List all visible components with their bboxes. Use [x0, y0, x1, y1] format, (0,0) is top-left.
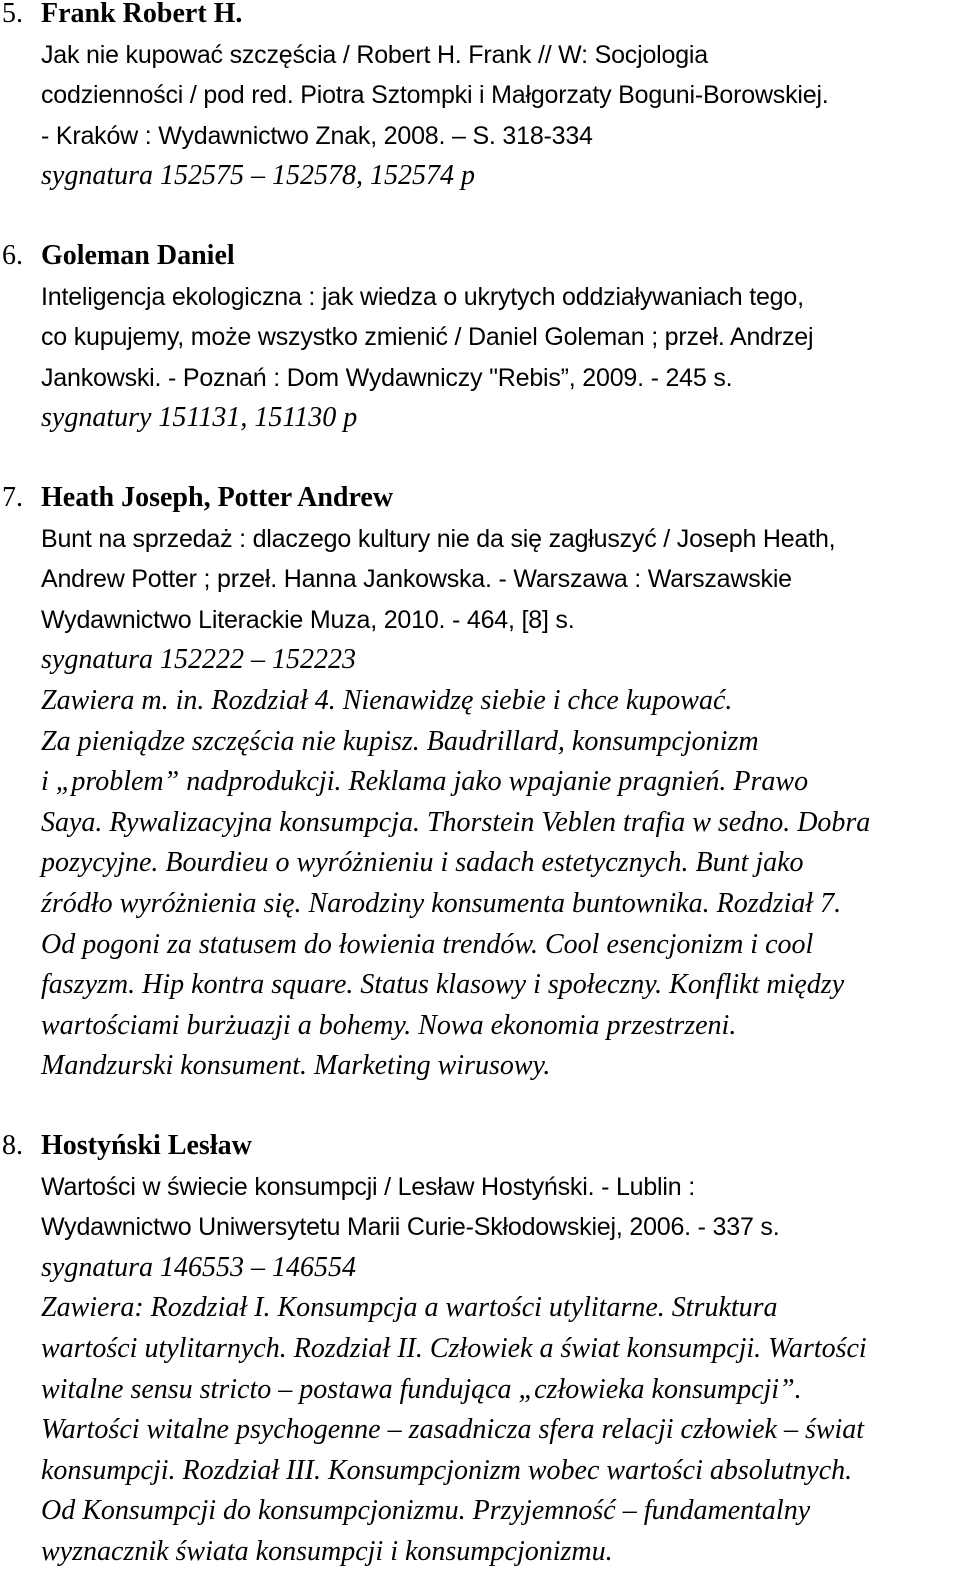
entry-description-line: codzienności / pod red. Piotra Sztompki i Małgorzaty Boguni-Borowskiej.	[41, 81, 829, 110]
entry-contents-line: faszyzm. Hip kontra square. Status klasowy i społeczny. Konflikt między	[41, 969, 845, 1001]
entry-description-line: - Kraków : Wydawnictwo Znak, 2008. – S. 318-334	[41, 121, 593, 150]
entry-description-line: Wydawnictwo Uniwersytetu Marii Curie-Skłodowskiej, 2006. - 337 s.	[41, 1213, 780, 1242]
entry-signature: sygnatura 152222 – 152223	[41, 644, 356, 676]
entry-contents-line: Mandzurski konsument. Marketing wirusowy.	[41, 1050, 551, 1082]
entry-author: Heath Joseph, Potter Andrew	[41, 482, 394, 513]
entry-contents-line: i „problem” nadprodukcji. Reklama jako wpajanie pragnień. Prawo	[41, 766, 809, 798]
entry-signature: sygnatura 146553 – 146554	[41, 1251, 356, 1283]
entry-contents-line: wyznacznik świata konsumpcji i konsumpcjonizmu.	[41, 1536, 613, 1567]
entry-number: 7.	[2, 482, 23, 513]
entry-contents-line: Za pieniądze szczęścia nie kupisz. Baudrillard, konsumpcjonizm	[41, 725, 759, 757]
entry-contents-line: pozycyjne. Bourdieu o wyróżnieniu i sadach estetycznych. Bunt jako	[41, 847, 804, 879]
entry-signature: sygnatury 151131, 151130 p	[41, 402, 358, 434]
entry-description-line: Wartości w świecie konsumpcji / Lesław Hostyński. - Lublin :	[41, 1172, 695, 1201]
entry-contents-line: Saya. Rywalizacyjna konsumpcja. Thorstein Veblen trafia w sedno. Dobra	[41, 806, 871, 838]
entry-number: 8.	[2, 1130, 23, 1161]
entry-contents-line: Od pogoni za statusem do łowienia trendów. Cool esencjonizm i cool	[41, 928, 814, 960]
entry-contents-line: wartości utylitarnych. Rozdział II. Człowiek a świat konsumpcji. Wartości	[41, 1333, 867, 1364]
entry-author: Frank Robert H.	[41, 0, 243, 29]
entry-contents-line: źródło wyróżnienia się. Narodziny konsumenta buntownika. Rozdział 7.	[41, 888, 842, 919]
entry-author: Goleman Daniel	[41, 240, 235, 271]
entry-contents-line: Zawiera m. in. Rozdział 4. Nienawidzę siebie i chce kupować.	[41, 685, 733, 716]
entry-description-line: Inteligencja ekologiczna : jak wiedza o ukrytych oddziaływaniach tego,	[41, 282, 804, 311]
entry-description-line: co kupujemy, może wszystko zmienić / Daniel Goleman ; przeł. Andrzej	[41, 323, 814, 352]
entry-author: Hostyński Lesław	[41, 1130, 252, 1161]
entry-description-line: Andrew Potter ; przeł. Hanna Jankowska. - Warszawa : Warszawskie	[41, 565, 792, 594]
entry-contents-line: Wartości witalne psychogenne – zasadnicza sfera relacji człowiek – świat	[41, 1414, 865, 1446]
entry-description-line: Wydawnictwo Literackie Muza, 2010. - 464, [8] s.	[41, 605, 575, 634]
entry-description-line: Jak nie kupować szczęścia / Robert H. Frank // W: Socjologia	[41, 40, 708, 69]
entry-contents-line: konsumpcji. Rozdział III. Konsumpcjonizm wobec wartości absolutnych.	[41, 1454, 853, 1486]
entry-contents-line: witalne sensu stricto – postawa fundująca „człowieka konsumpcji”.	[41, 1373, 802, 1405]
entry-number: 6.	[2, 240, 23, 271]
entry-signature: sygnatura 152575 – 152578, 152574 p	[41, 160, 475, 192]
entry-number: 5.	[2, 0, 23, 29]
entry-description-line: Bunt na sprzedaż : dlaczego kultury nie da się zagłuszyć / Joseph Heath,	[41, 524, 836, 553]
entry-contents-line: wartościami burżuazji a bohemy. Nowa ekonomia przestrzeni.	[41, 1009, 737, 1041]
entry-description-line: Jankowski. - Poznań : Dom Wydawniczy "Rebis”, 2009. - 245 s.	[41, 363, 733, 392]
entry-contents-line: Od Konsumpcji do konsumpcjonizmu. Przyjemność – fundamentalny	[41, 1495, 811, 1527]
entry-contents-line: Zawiera: Rozdział I. Konsumpcja a wartości utylitarne. Struktura	[41, 1292, 778, 1324]
